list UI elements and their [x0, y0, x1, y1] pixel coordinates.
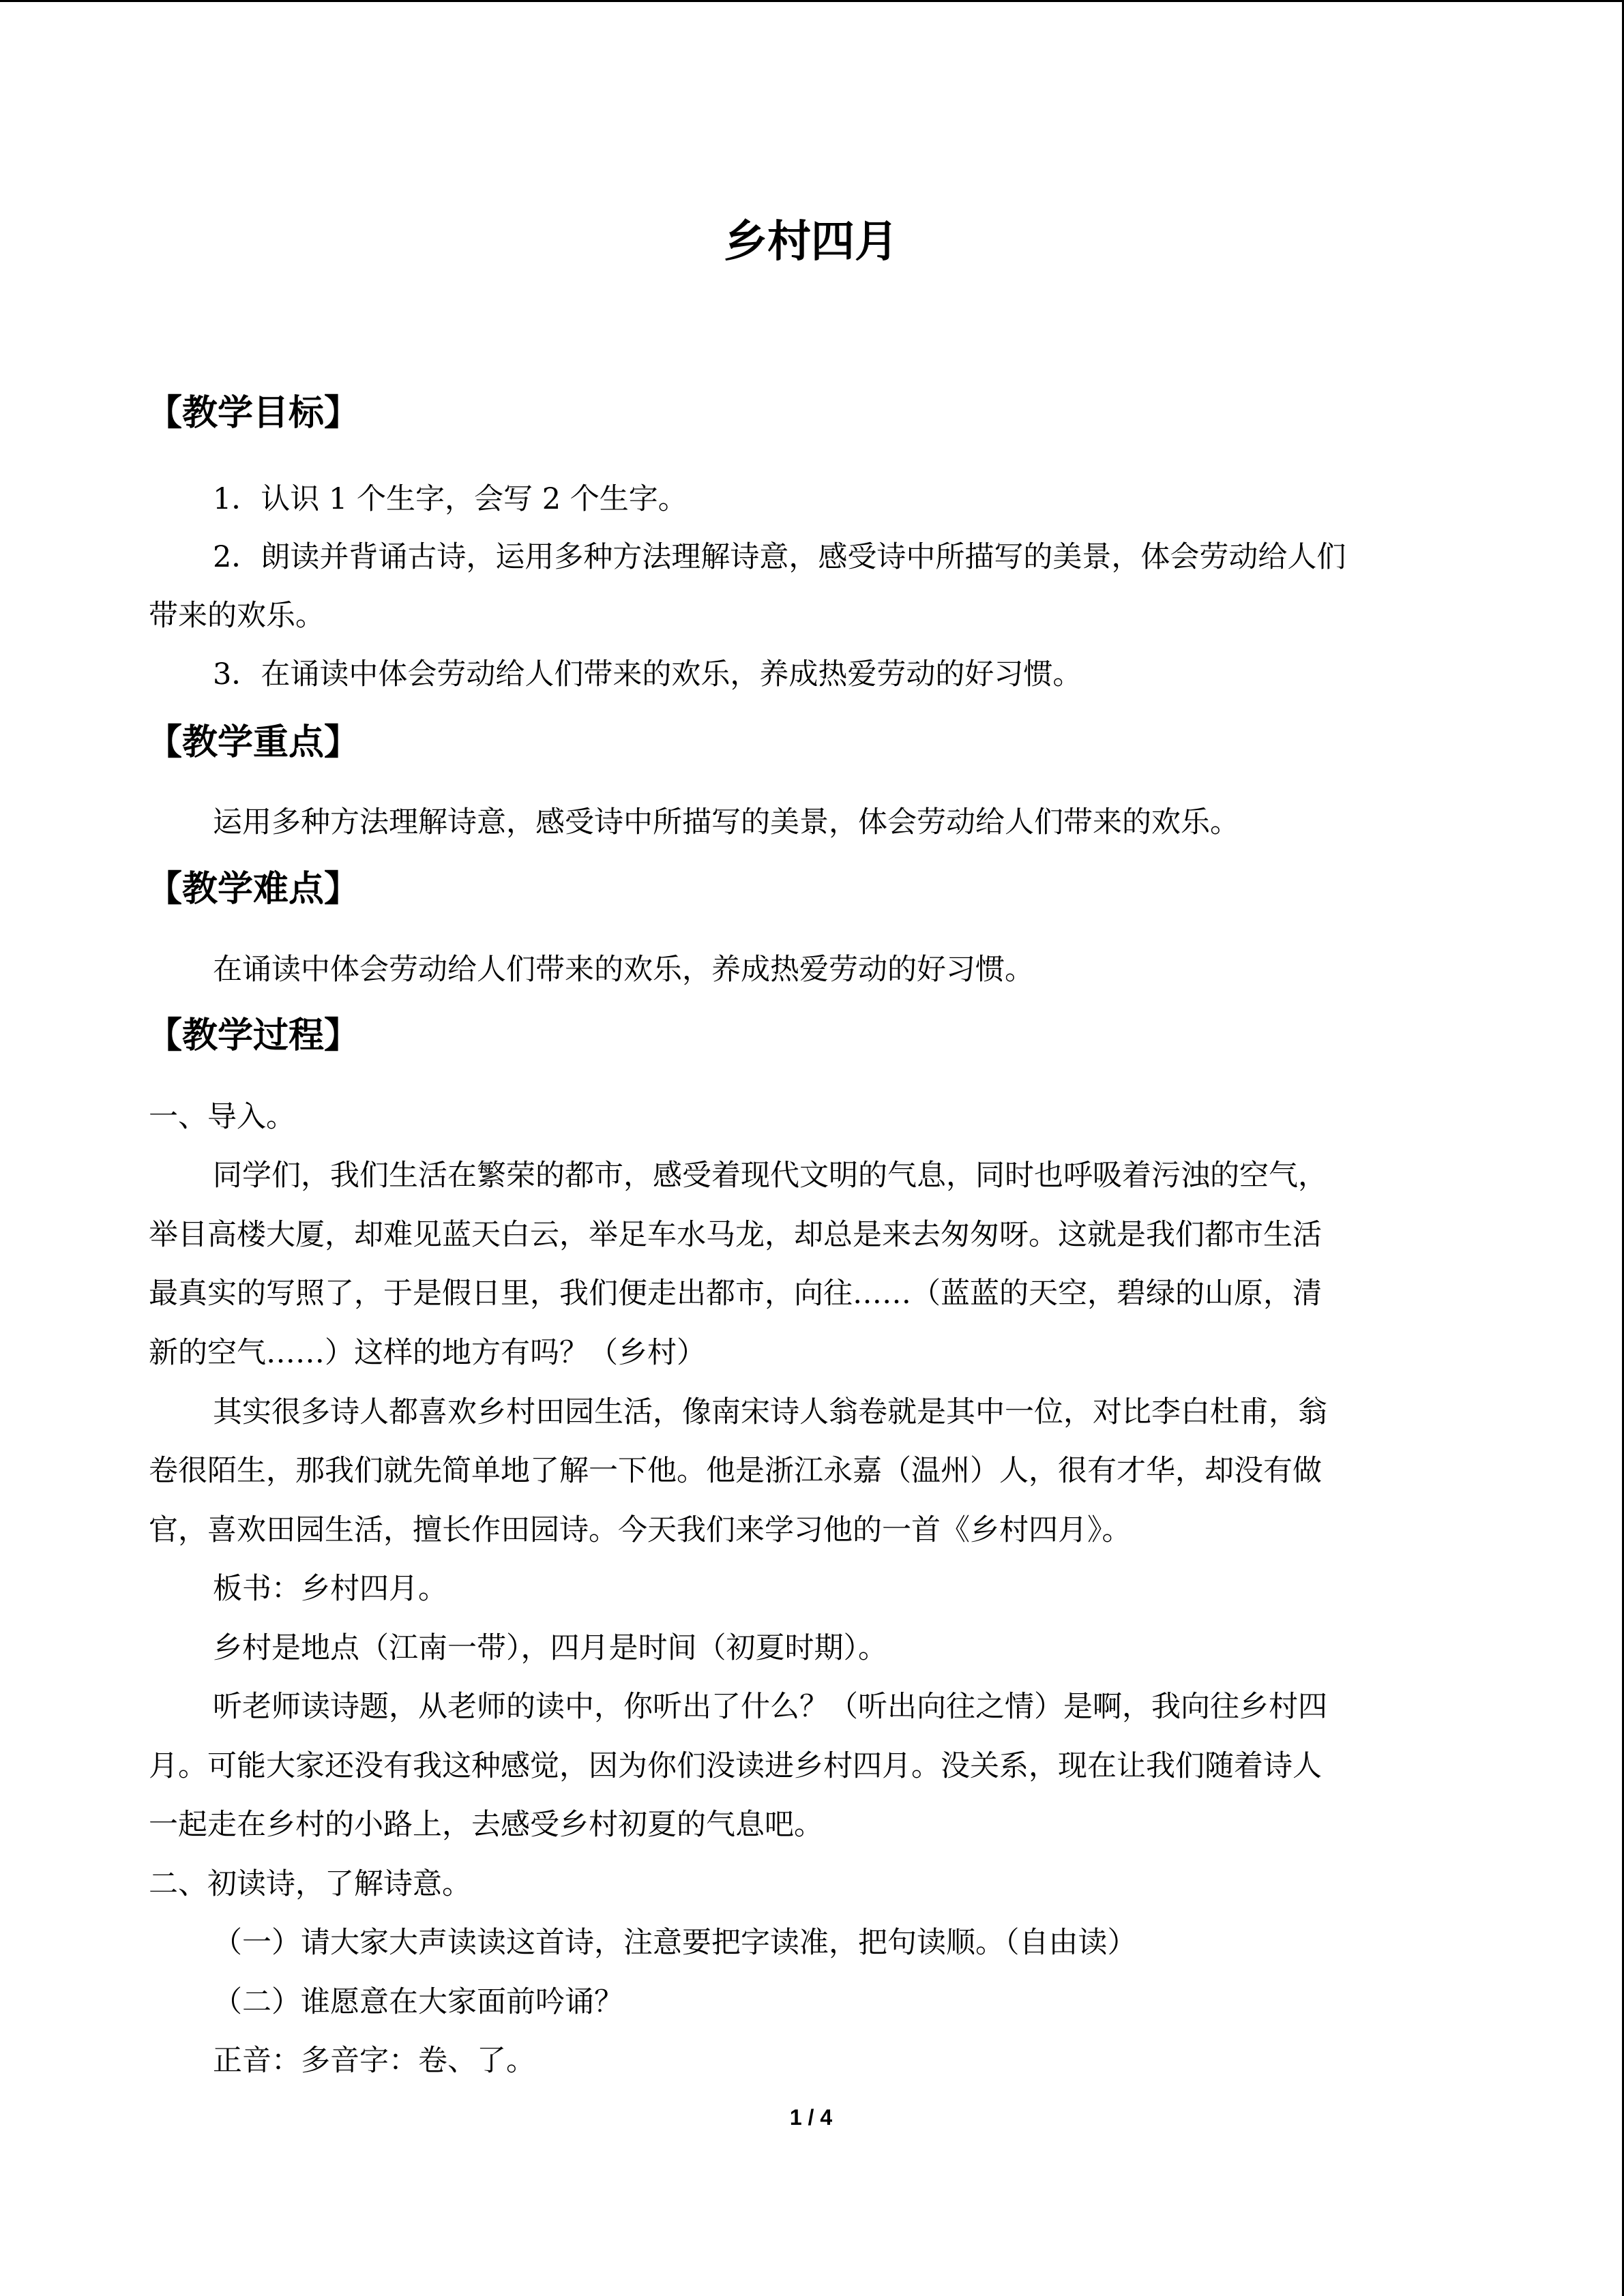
process-line: 官，喜欢田园生活，擅长作田园诗。今天我们来学习他的一首《乡村四月》。 [149, 1513, 1132, 1547]
objective-line: 2．朗读并背诵古诗，运用多种方法理解诗意，感受诗中所描写的美景，体会劳动给人们 [213, 540, 1346, 574]
section-heading-key-points: 【教学重点】 [147, 722, 360, 763]
process-line: 同学们，我们生活在繁荣的都市，感受着现代文明的气息，同时也呼吸着污浊的空气， [213, 1159, 1327, 1193]
process-line: 其实很多诗人都喜欢乡村田园生活，像南宋诗人翁卷就是其中一位，对比李白杜甫，翁 [213, 1395, 1327, 1429]
process-line: 听老师读诗题，从老师的读中，你听出了什么？（听出向往之情）是啊，我向往乡村四 [213, 1690, 1327, 1724]
process-line: 最真实的写照了，于是假日里，我们便走出都市，向往……（蓝蓝的天空，碧绿的山原，清 [149, 1277, 1322, 1311]
section-heading-objectives: 【教学目标】 [147, 393, 360, 434]
process-line: 一、导入。 [149, 1100, 295, 1134]
document-title: 乡村四月 [724, 217, 898, 267]
key-point-line: 运用多种方法理解诗意，感受诗中所描写的美景，体会劳动给人们带来的欢乐。 [213, 805, 1239, 839]
process-line: 板书：乡村四月。 [213, 1572, 447, 1606]
process-line: （二）谁愿意在大家面前吟诵？ [213, 1985, 623, 2019]
objective-line: 1．认识 1 个生字，会写 2 个生字。 [213, 482, 688, 516]
objective-line: 带来的欢乐。 [149, 599, 325, 633]
objective-line: 3．在诵读中体会劳动给人们带来的欢乐，养成热爱劳动的好习惯。 [213, 657, 1082, 691]
difficulty-line: 在诵读中体会劳动给人们带来的欢乐，养成热爱劳动的好习惯。 [213, 953, 1034, 987]
section-heading-process: 【教学过程】 [147, 1015, 360, 1056]
process-line: 一起走在乡村的小路上，去感受乡村初夏的气息吧。 [149, 1808, 823, 1842]
page-number: 1 / 4 [789, 2105, 833, 2130]
process-line: 新的空气……）这样的地方有吗？（乡村） [149, 1336, 706, 1370]
process-line: 月。可能大家还没有我这种感觉，因为你们没读进乡村四月。没关系，现在让我们随着诗人 [149, 1749, 1322, 1783]
section-heading-difficulties: 【教学难点】 [147, 869, 360, 910]
process-line: 二、初读诗，了解诗意。 [149, 1867, 471, 1901]
process-line: 乡村是地点（江南一带），四月是时间（初夏时期）。 [213, 1631, 887, 1665]
process-line: （一）请大家大声读读这首诗，注意要把字读准，把句读顺。（自由读） [213, 1926, 1137, 1960]
process-line: 正音：多音字：卷、了。 [213, 2044, 535, 2078]
process-line: 卷很陌生，那我们就先简单地了解一下他。他是浙江永嘉（温州）人，很有才华，却没有做 [149, 1454, 1322, 1488]
process-line: 举目高楼大厦，却难见蓝天白云，举足车水马龙，却总是来去匆匆呀。这就是我们都市生活 [149, 1218, 1322, 1252]
